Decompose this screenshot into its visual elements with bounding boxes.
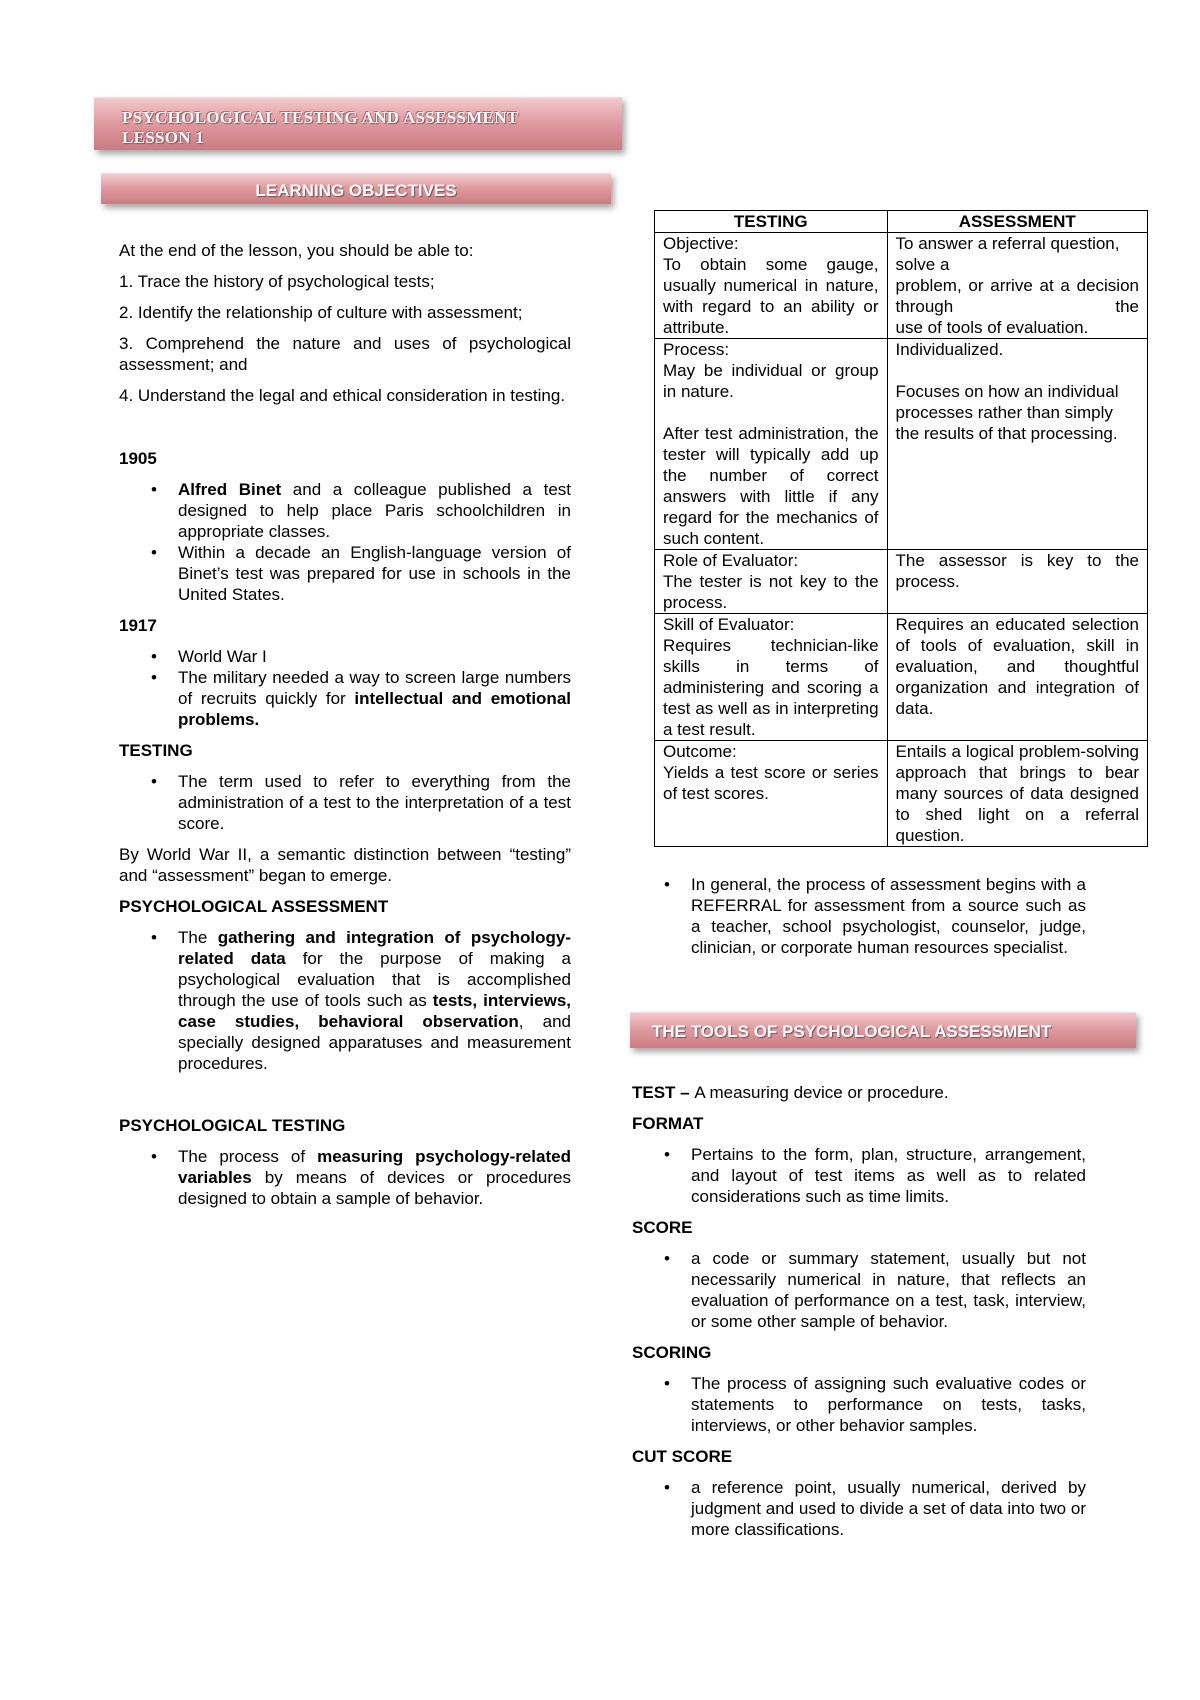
lesson-title [122,108,518,148]
cut-score-heading: CUT SCORE [632,1447,733,1466]
testing-list [119,771,571,834]
list-item: • a reference point, usually numerical, derived by judgment and used to divide a set of data into two or more classifications. [632,1477,1086,1540]
alfred-binet: Alfred Binet [178,480,282,499]
table-row [655,339,1148,550]
right-column [632,1082,1086,1550]
list-item-bold: measuring psychology-related variables [178,1147,571,1187]
list-item-bold: intellectual and emotional problems. [178,689,571,729]
cell-text: Yields a test score or series of test scores. [663,763,879,803]
objectives-intro: At the end of the lesson, you should be able to: [119,241,474,260]
lesson-title-line2: LESSON 1 [122,128,205,147]
list-item-text: and a colleague published a test designed to help place Paris schoolchildren in appropriate classes. [178,480,572,541]
test-definition-text: A measuring device or procedure. [694,1083,949,1102]
list-item-bold: tests, interviews, case studies, behavioral observation [178,991,571,1031]
table-cell [887,550,1147,614]
cell-text: To obtain some gauge, usually numerical in nature, with regard to an ability or attribute. [663,255,879,337]
referral-block [632,874,1086,968]
cell-text: Requires an educated selection of tools of evaluation, skill in evaluation, and thoughtful organization and integration of data. [895,615,1139,718]
learning-objectives-banner [101,173,611,204]
cell-text: Entails a logical problem-solving approach that brings to bear many sources of data designed to shed light on a referral question. [895,742,1139,845]
table-row [655,550,1148,614]
objective-item: 2. Identify the relationship of culture with assessment; [119,303,523,322]
table-cell [887,233,1147,339]
list-item-text: by means of devices or procedures designed to obtain a sample of behavior. [178,1168,571,1208]
list-item [119,927,571,1074]
format-list [632,1144,1086,1207]
scoring-list [632,1373,1086,1436]
score-list [632,1248,1086,1332]
testing-heading: TESTING [119,741,193,760]
list-item [119,1146,571,1209]
list-item: • Within a decade an English-language version of Binet’s test was prepared for use in schools in the United States. [119,542,571,605]
cell-text: To answer a referral question, solve a [895,234,1120,274]
psych-testing-heading: PSYCHOLOGICAL TESTING [119,1116,346,1135]
table-cell [655,741,888,847]
cell-text: The tester is not key to the process. [663,572,879,612]
psych-testing-list [119,1146,571,1209]
list-item: • The term used to refer to everything from the administration of a test to the interpretation of a test score. [119,771,571,834]
list-item: • Pertains to the form, plan, structure, arrangement, and layout of test items as well as to related considerations such as time limits. [632,1144,1086,1207]
list-item-text: The military needed a way to screen large numbers of recruits quickly for [178,668,571,708]
cell-text: After test administration, the tester will typically add up the number of correct answers with little if any regard for the mechanics of such content. [663,424,879,548]
score-heading: SCORE [632,1218,693,1237]
table-cell [887,741,1147,847]
table-cell [887,339,1147,550]
cell-text: Requires technician-like skills in terms of administering and scoring a test as well as in interpreting a test result. [663,636,879,739]
scoring-heading: SCORING [632,1343,712,1362]
cell-label: Process: [663,340,730,359]
cell-label: Skill of Evaluator: [663,615,795,634]
cell-text: Individualized. [895,340,1004,359]
list-item [119,667,571,730]
list-item: • a code or summary statement, usually but not necessarily numerical in nature, that reflects an evaluation of performance on a test, task, interview, or some other sample of behavior. [632,1248,1086,1332]
cell-text: problem, or arrive at a decision through the [895,276,1139,316]
list-item-bold: gathering and integration of psychology-related data [178,928,571,968]
list-item: • In general, the process of assessment begins with a REFERRAL for assessment from a source such as a teacher, school psychologist, counselor, judge, clinician, or corporate human resources specialist. [632,874,1086,958]
left-column [119,240,571,1219]
cell-text: The assessor is key to the process. [895,551,1139,591]
year-1917: 1917 [119,616,157,635]
table-cell [655,550,888,614]
testing-vs-assessment-table [654,210,1148,847]
cell-text: Focuses on how an individual processes rather than simply the results of that processing. [895,382,1119,443]
cell-label: Outcome: [663,742,737,761]
year-1905: 1905 [119,449,157,468]
list-item: • World War I [119,646,571,667]
psych-assessment-heading: PSYCHOLOGICAL ASSESSMENT [119,897,389,916]
ww2-paragraph: By World War II, a semantic distinction between “testing” and “assessment” began to emerge. [119,845,571,885]
cell-label: Role of Evaluator: [663,551,799,570]
learning-objectives-heading: LEARNING OBJECTIVES [255,181,457,200]
table-row [655,741,1148,847]
lesson-title-line1: PSYCHOLOGICAL TESTING AND ASSESSMENT [122,108,519,127]
tools-heading: THE TOOLS OF PSYCHOLOGICAL ASSESSMENT [652,1022,1052,1041]
psych-assessment-list [119,927,571,1074]
cut-score-list [632,1477,1086,1540]
table-cell [887,614,1147,741]
list-item: • The process of assigning such evaluative codes or statements to performance on tests, tasks, interviews, or other behavior samples. [632,1373,1086,1436]
list-item [119,479,571,542]
table-header-row [655,211,1148,233]
table-cell [655,339,888,550]
tools-banner [630,1012,1136,1048]
list-1905 [119,479,571,605]
cell-text: May be individual or group in nature. [663,361,879,401]
cell-text: use of tools of evaluation. [895,318,1089,337]
objective-item: 4. Understand the legal and ethical consideration in testing. [119,386,566,405]
objective-item: 3. Comprehend the nature and uses of psychological assessment; and [119,334,571,374]
table-cell [655,233,888,339]
table-cell [655,614,888,741]
test-definition [632,1082,1086,1103]
referral-list [632,874,1086,958]
table-row [655,614,1148,741]
list-item-text: The [178,928,218,947]
test-term: TEST – [632,1083,695,1102]
list-item-text: The process of [178,1147,318,1166]
cell-label: Objective: [663,234,739,253]
table-header-testing: TESTING [655,211,888,233]
table-header-assessment: ASSESSMENT [887,211,1147,233]
objective-item: 1. Trace the history of psychological tests; [119,272,435,291]
list-item-text: for the purpose of making a psychological evaluation that is accomplished through the use of tools such as [178,949,571,1010]
format-heading: FORMAT [632,1114,704,1133]
table-row [655,233,1148,339]
lesson-title-banner [94,97,622,150]
list-item-text: , and specially designed apparatuses and measurement procedures. [178,1012,571,1073]
list-1917 [119,646,571,730]
